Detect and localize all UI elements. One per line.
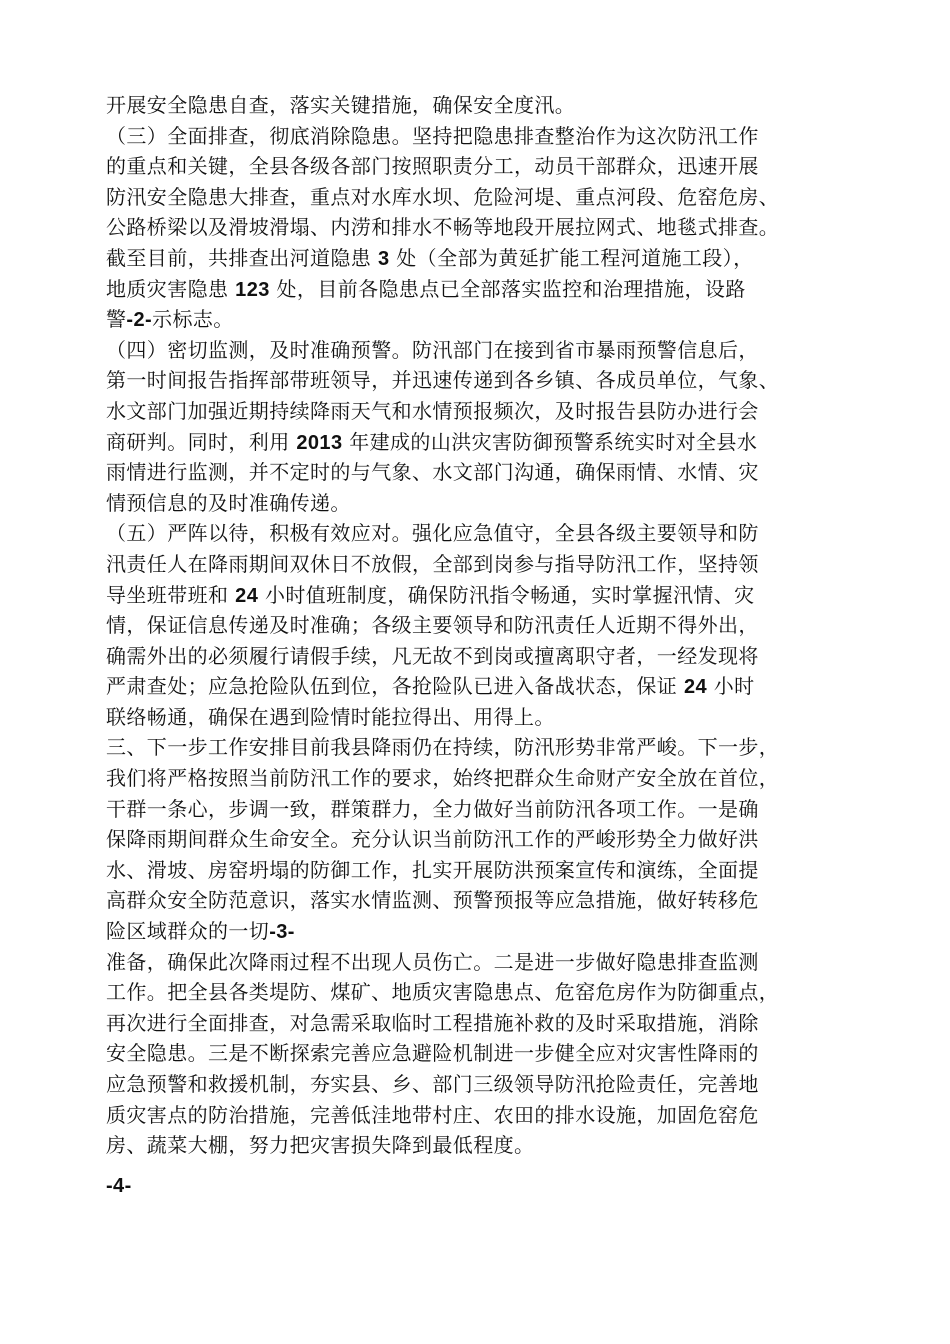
paragraph-line: 第一时间报告指挥部带班领导，并迅速传递到各乡镇、各成员单位，气象、 [106, 368, 780, 393]
text-run: 小时值班制度，确保防汛指令畅通，实时掌握汛情、灾 [264, 582, 755, 607]
number-value: 123 [235, 278, 270, 301]
paragraph-line [106, 274, 866, 305]
paragraph-line: 应急预警和救援机制，夯实县、乡、部门三级领导防汛抢险责任，完善地 [106, 1072, 759, 1096]
paragraph-line: 的重点和关键，全县各级各部门按照职责分工，动员干部群众，迅速开展 [106, 154, 759, 179]
paragraph-line: 公路桥梁以及滑坡滑塌、内涝和排水不畅等地段开展拉网式、地毯式排查。 [106, 215, 780, 240]
paragraph-line: 联络畅通，确保在遇到险情时能拉得出、用得上。 [106, 704, 555, 729]
page-marker: -3- [269, 921, 295, 944]
paragraph-line [106, 916, 866, 947]
number-value: 24 [235, 584, 259, 607]
paragraph-line: 开展安全隐患自查，落实关键措施，确保安全度汛。 [106, 93, 576, 117]
spacer [106, 1161, 866, 1171]
paragraph-line: 高群众安全防范意识，落实水情监测、预警预报等应急措施，做好转移危 [106, 888, 759, 913]
paragraph-line: 汛责任人在降雨期间双休日不放假，全部到岗参与指导防汛工作，坚持领 [106, 551, 759, 576]
text-run: 示标志。 [152, 307, 234, 332]
text-run: 截至目前，共排查出河道隐患 [106, 245, 372, 270]
paragraph-line: 工作。把全县各类堤防、煤矿、地质灾害隐患点、危窑危房作为防御重点， [106, 980, 780, 1005]
paragraph-line: 保降雨期间群众生命安全。充分认识当前防汛工作的严峻形势全力做好洪 [106, 827, 759, 852]
paragraph-line: 安全隐患。三是不断探索完善应急避险机制进一步健全应对灾害性降雨的 [106, 1041, 759, 1066]
text-run: 处（全部为黄延扩能工程河道施工段）， [396, 245, 754, 270]
text-run: 商研判。同时，利用 [106, 429, 290, 454]
paragraph-line [106, 427, 866, 458]
paragraph-line: 准备，确保此次降雨过程不出现人员伤亡。二是进一步做好隐患排查监测 [106, 949, 759, 974]
number-value: 2013 [296, 431, 343, 454]
paragraph-line [106, 580, 866, 611]
paragraph-line: 房、蔬菜大棚，努力把灾害损失降到最低程度。 [106, 1133, 535, 1158]
text-run: 处，目前各隐患点已全部落实监控和治理措施，设路 [276, 276, 746, 301]
paragraph-line: （三）全面排查，彻底消除隐患。坚持把隐患排查整治作为这次防汛工作 [106, 123, 759, 148]
paragraph-line [106, 304, 866, 335]
paragraph-line: 干群一条心，步调一致，群策群力，全力做好当前防汛各项工作。一是确 [106, 796, 759, 821]
paragraph-line [106, 671, 866, 702]
page-marker: -2- [126, 309, 153, 332]
paragraph-line: 情预信息的及时准确传递。 [106, 490, 351, 515]
paragraph-line: 三、下一步工作安排目前我县降雨仍在持续，防汛形势非常严峻。下一步， [106, 735, 780, 760]
paragraph-line: 雨情进行监测，并不定时的与气象、水文部门沟通，确保雨情、水情、灾 [106, 460, 759, 485]
paragraph-line: 情，保证信息传递及时准确；各级主要领导和防汛责任人近期不得外出， [106, 613, 759, 638]
paragraph-line: 再次进行全面排查，对急需采取临时工程措施补救的及时采取措施，消除 [106, 1010, 759, 1035]
text-run: 小时 [713, 674, 755, 699]
text-run: 险区域群众的一切 [106, 919, 270, 944]
number-value: 3 [377, 247, 390, 270]
paragraph-line: 我们将严格按照当前防汛工作的要求，始终把群众生命财产安全放在首位， [106, 766, 780, 791]
text-run: 警 [106, 307, 127, 332]
text-run: 严肃查处；应急抢险队伍到位，各抢险队已进入备战状态，保证 [106, 674, 678, 699]
document-body [106, 90, 866, 1201]
paragraph-line: 水文部门加强近期持续降雨天气和水情预报频次，及时报告县防办进行会 [106, 398, 759, 423]
page-number: -4- [106, 1174, 132, 1197]
text-run: 年建成的山洪灾害防御预警系统实时对全县水 [349, 429, 758, 454]
paragraph-line: （四）密切监测，及时准确预警。防汛部门在接到省市暴雨预警信息后， [106, 337, 759, 362]
paragraph-line: 水、滑坡、房窑坍塌的防御工作，扎实开展防洪预案宣传和演练，全面提 [106, 857, 759, 882]
paragraph-line: 质灾害点的防治措施，完善低洼地带村庄、农田的排水设施，加固危窑危 [106, 1102, 759, 1127]
paragraph-line [106, 243, 866, 274]
paragraph-line: 确需外出的必须履行请假手续，凡无故不到岗或擅离职守者，一经发现将 [106, 643, 759, 668]
text-run: 地质灾害隐患 [106, 276, 229, 301]
paragraph-line: 防汛安全隐患大排查，重点对水库水坝、危险河堤、重点河段、危窑危房、 [106, 184, 780, 209]
paragraph-line: （五）严阵以待，积极有效应对。强化应急值守，全县各级主要领导和防 [106, 521, 759, 546]
text-run: 导坐班带班和 [106, 582, 229, 607]
number-value: 24 [683, 676, 708, 699]
